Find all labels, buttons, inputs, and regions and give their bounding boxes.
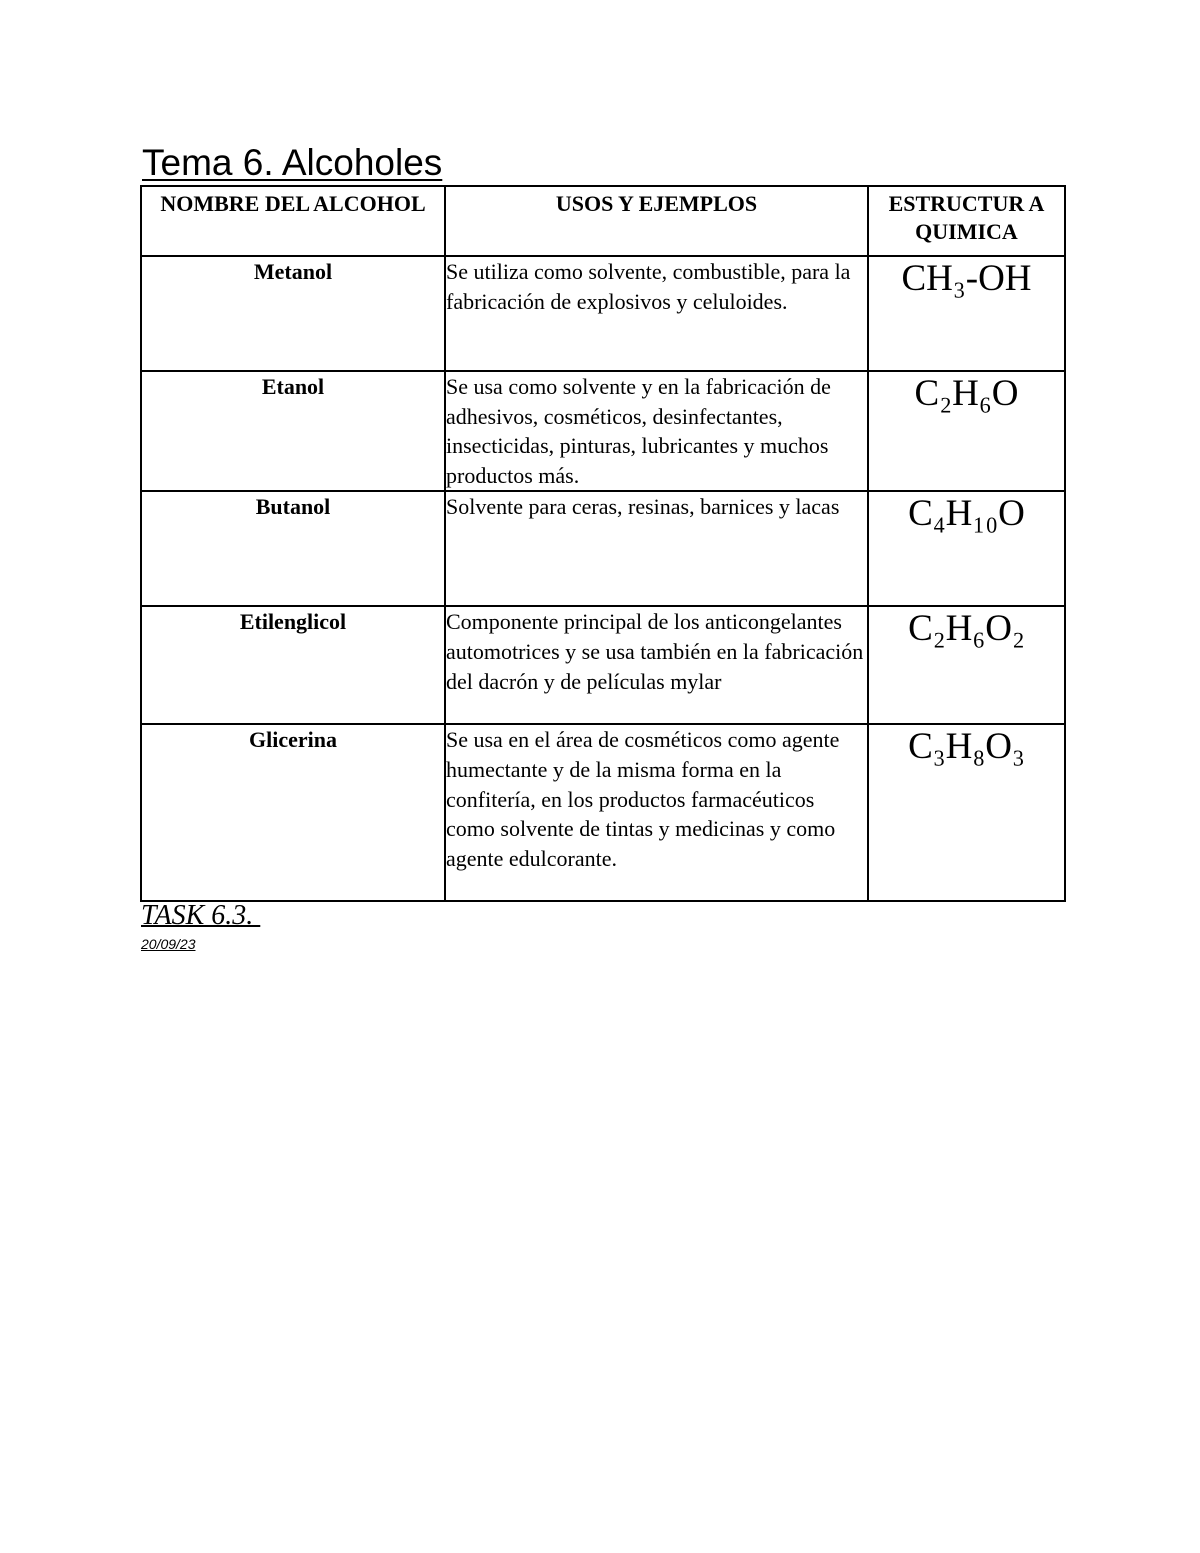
- table-row: [141, 371, 1065, 491]
- task-date: 20/09/23: [141, 936, 196, 952]
- alcohol-uses: Se usa como solvente y en la fabricación de adhesivos, cosméticos, desinfectantes, insecticidas, pinturas, lubricantes y muchos productos más.: [445, 371, 868, 491]
- table-row: [141, 606, 1065, 724]
- chemical-formula: C₂H₆O₂: [868, 606, 1065, 724]
- table-row: [141, 491, 1065, 606]
- header-uses: USOS Y EJEMPLOS: [445, 186, 868, 256]
- table-header-row: [141, 186, 1065, 256]
- header-structure: ESTRUCTUR A QUIMICA: [868, 186, 1065, 256]
- alcohol-uses: Se utiliza como solvente, combustible, para la fabricación de explosivos y celuloides.: [445, 256, 868, 371]
- table-row: [141, 256, 1065, 371]
- chemical-formula: CH₃-OH: [868, 256, 1065, 371]
- task-label: TASK 6.3.: [141, 900, 261, 931]
- chemical-formula: C₃H₈O₃: [868, 724, 1065, 901]
- alcohol-uses: Solvente para ceras, resinas, barnices y lacas: [445, 491, 868, 606]
- chemical-formula: C₄H₁₀O: [868, 491, 1065, 606]
- alcohol-name: Butanol: [141, 491, 445, 606]
- alcohol-name: Etanol: [141, 371, 445, 491]
- chemical-formula: C₂H₆O: [868, 371, 1065, 491]
- alcohol-table: [140, 185, 1066, 902]
- header-name: NOMBRE DEL ALCOHOL: [141, 186, 445, 256]
- page-title: Tema 6. Alcoholes: [142, 142, 443, 183]
- alcohol-uses: Se usa en el área de cosméticos como agente humectante y de la misma forma en la confitería, en los productos farmacéuticos como solvente de tintas y medicinas y como agente edulcorante.: [445, 724, 868, 901]
- alcohol-name: Etilenglicol: [141, 606, 445, 724]
- alcohol-uses: Componente principal de los anticongelantes automotrices y se usa también en la fabricación del dacrón y de películas mylar: [445, 606, 868, 724]
- table-row: [141, 724, 1065, 901]
- alcohol-name: Metanol: [141, 256, 445, 371]
- alcohol-name: Glicerina: [141, 724, 445, 901]
